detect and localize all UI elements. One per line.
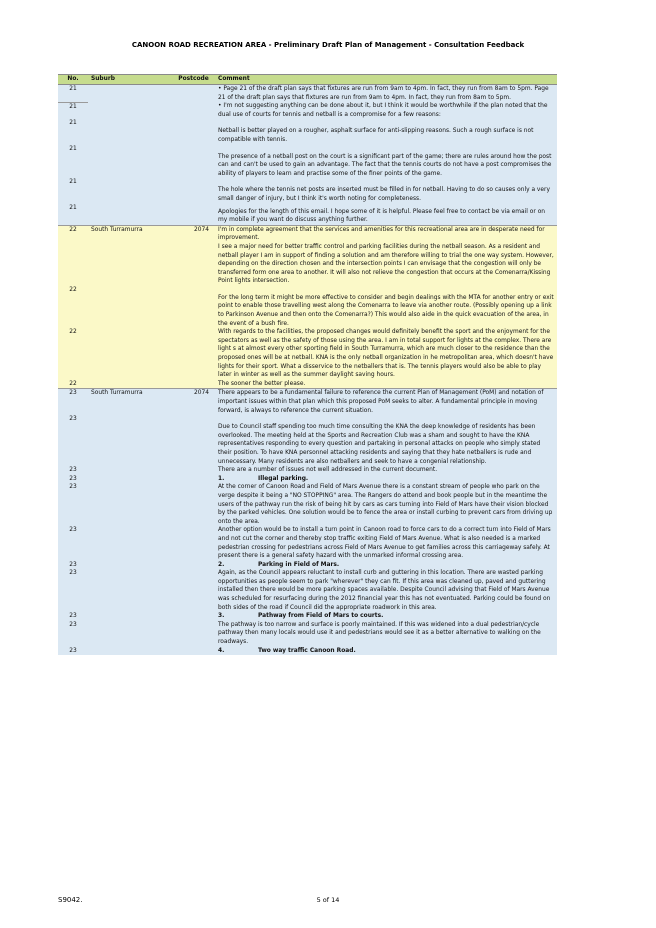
table-row (58, 475, 557, 484)
row-suburb (88, 466, 172, 475)
heading-text: Illegal parking. (258, 475, 309, 482)
row-comment (215, 475, 557, 484)
row-comment (215, 621, 557, 647)
row-postcode (172, 102, 215, 119)
row-suburb (88, 561, 172, 570)
row-number: 23 (58, 647, 88, 656)
row-postcode (172, 119, 215, 144)
row-number: 23 (58, 415, 88, 466)
row-suburb (88, 647, 172, 656)
column-header-comment: Comment (215, 75, 557, 85)
row-number: 23 (58, 483, 88, 526)
table-row (58, 243, 557, 286)
row-suburb (88, 243, 172, 286)
row-comment (215, 380, 557, 389)
comment-text: Apologies for the length of this email. I hope some of it is helpful. Please feel free to contact be via email or on my mobile if you want do discuss anything further. (218, 208, 546, 224)
heading-text: Two way traffic Canoon Road. (258, 647, 356, 654)
row-number: 22 (58, 286, 88, 328)
row-suburb: South Turramurra (88, 225, 172, 243)
row-suburb (88, 569, 172, 612)
row-suburb (88, 380, 172, 389)
row-suburb (88, 85, 172, 103)
row-comment (215, 561, 557, 570)
heading-text: Parking in Field of Mars. (258, 561, 340, 568)
feedback-table (58, 74, 557, 655)
row-suburb (88, 328, 172, 380)
document-title: CANOON ROAD RECREATION AREA - Preliminary Draft Plan of Management - Consultation Feedback (131, 41, 525, 49)
row-comment (215, 102, 557, 119)
row-comment (215, 466, 557, 475)
column-header-postcode: Postcode (172, 75, 215, 85)
row-number: 23 (58, 561, 88, 570)
comment-text: With regards to the facilities, the proposed changes would definitely benefit the sport and the enjoyment for the spectators as well as the safety of those using the area. I am in total support for lights at the complex. There are light s at almost every other sporting field in South Turramurra, which are much closer to the residence than the proposed ones will be at netball. KNA is the only netball organization in he metropolitan area, which doesn't have lights for their sport. What a disservice to the netballers that is. The tennis players would also be able to play later in winter as well as the summer daylight saving hours. (218, 329, 554, 379)
row-suburb (88, 204, 172, 226)
comment-text: • I'm not suggesting anything can be done about it, but I think it would be worthwhile if the plan noted that the dual use of courts for tennis and netball is a compromise for a few reasons: (218, 103, 548, 118)
comment-text: Another option would be to install a turn point in Canoon road to force cars to do a correct turn into Field of Mars and not cut the corner and thereby stop traffic exiting Field of Mars Avenue. What is also needed is a marked pedestrian crossing for pedestrians across Field of Mars Avenue to get families across this carriageway safely. At present there is a general safety hazard with the unmarked informal crossing area. (218, 527, 551, 560)
row-postcode (172, 380, 215, 389)
row-comment (215, 569, 557, 612)
table-row (58, 561, 557, 570)
table-row (58, 119, 557, 144)
comment-text: The sooner the better please. (218, 380, 306, 387)
row-number: 23 (58, 621, 88, 647)
row-comment (215, 647, 557, 656)
comment-text: For the long term it might be more effective to consider and begin dealings with the MTA for another entry or exit point to enable those travelling west along the Comenarra to leave via another route. (Possibly opening up a link to Parkinson Avenue and then onto the Comenarra?) This would also aide in the quick evacuation of the area, in the event of a bush fire. (218, 294, 554, 327)
comment-text: There appears to be a fundamental failure to reference the current Plan of Management (PoM) and notation of important issues within that plan which this proposed PoM seeks to alter. A fundamental principle in moving forward, is always to reference the current situation. (218, 390, 544, 414)
table-row (58, 621, 557, 647)
row-comment (215, 526, 557, 560)
row-postcode (172, 483, 215, 526)
table-row (58, 415, 557, 466)
table-row (58, 647, 557, 656)
heading-number: 4. (218, 647, 225, 654)
row-comment (215, 204, 557, 226)
row-number: 22 (58, 328, 88, 380)
row-comment (215, 612, 557, 621)
row-comment (215, 119, 557, 144)
row-number (58, 243, 88, 286)
table-row (58, 389, 557, 415)
table-header-row (58, 75, 557, 85)
row-postcode (172, 204, 215, 226)
row-comment (215, 85, 557, 103)
row-number: 23 (58, 526, 88, 560)
row-postcode (172, 647, 215, 656)
row-number: 21 (58, 145, 88, 179)
comment-text: The pathway is too narrow and surface is poorly maintained. If this was widened into a dual pedestrian/cycle pathway then many locals would use it and pedestrians would see it as a better alternative to walking on the roadways. (218, 621, 541, 646)
row-comment (215, 145, 557, 179)
row-suburb (88, 415, 172, 466)
document-reference: S9042. (58, 896, 83, 904)
row-postcode (172, 466, 215, 475)
row-suburb (88, 483, 172, 526)
row-postcode (172, 415, 215, 466)
comment-text: Netball is better played on a rougher, asphalt surface for anti-slipping reasons. Such a rough surface is not compatible with tennis. (218, 128, 534, 143)
page-number: 5 of 14 (316, 896, 340, 904)
table-row (58, 85, 557, 103)
row-number: 23 (58, 389, 88, 415)
row-suburb: South Turramurra (88, 389, 172, 415)
row-number: 21 (58, 119, 88, 144)
row-comment (215, 415, 557, 466)
comment-text: I see a major need for better traffic control and parking facilities during the netball season. As a resident and netball player I am in support of finding a solution and am therefore willing to trial the one way system. However, depending on the direction chosen and the intersection points I can envisage that the congestion will only be transferred form one area to another. It will also not relieve the congestion that occurs at the Comenarra/Kissing Point lights intersection. (218, 243, 554, 285)
table-row (58, 178, 557, 203)
row-postcode (172, 526, 215, 560)
table-row (58, 225, 557, 243)
table-body (58, 85, 557, 656)
row-postcode (172, 145, 215, 179)
row-suburb (88, 612, 172, 621)
column-header-no: No. (58, 75, 88, 85)
row-postcode (172, 286, 215, 328)
row-comment (215, 225, 557, 243)
table-row (58, 204, 557, 226)
comment-text: Due to Council staff spending too much time consulting the KNA the deep knowledge of residents has been overlooked. The meeting held at the Sports and Recreation Club was a sham and sought to have the KNA representatives responding to every question and partaking in personal attacks on people who simply stated their position. To have KNA personnel attacking residents and saying that they hate netballers is rude and unnecessary. Many residents are also netballers and seek to have a congenial relationship. (218, 424, 541, 465)
row-postcode (172, 178, 215, 203)
table-row (58, 483, 557, 526)
row-suburb (88, 119, 172, 144)
row-comment (215, 483, 557, 526)
row-postcode: 2074 (172, 389, 215, 415)
row-comment (215, 178, 557, 203)
row-number: 23 (58, 466, 88, 475)
table-row (58, 526, 557, 560)
row-postcode (172, 243, 215, 286)
row-suburb (88, 286, 172, 328)
row-suburb (88, 145, 172, 179)
row-suburb (88, 475, 172, 484)
comment-text: There are a number of issues not well addressed in the current document. (218, 467, 438, 474)
table-row (58, 569, 557, 612)
row-comment (215, 389, 557, 415)
heading-number: 2. (218, 561, 225, 568)
table-row (58, 612, 557, 621)
table-row (58, 466, 557, 475)
heading-text: Pathway from Field of Mars to courts. (258, 613, 384, 620)
comment-text: • Page 21 of the draft plan says that fixtures are run from 9am to 4pm. In fact, they run from 8am to 5pm. Page 21 of the draft plan says that fixtures are run from 9am to 4pm. In fact, they run from 8am to 5pm. (218, 86, 549, 101)
row-suburb (88, 526, 172, 560)
table-row (58, 328, 557, 380)
row-number: 23 (58, 475, 88, 484)
row-number: 21 (58, 178, 88, 203)
row-suburb (88, 102, 172, 119)
comment-text: I'm in complete agreement that the services and amenities for this recreational area are in desperate need for improvement. (218, 226, 545, 242)
row-postcode: 2074 (172, 225, 215, 243)
table-row (58, 145, 557, 179)
row-number: 21 (58, 85, 88, 103)
heading-number: 3. (218, 613, 225, 620)
row-postcode (172, 569, 215, 612)
row-suburb (88, 178, 172, 203)
row-number: 21 (58, 204, 88, 226)
column-header-suburb: Suburb (88, 75, 172, 85)
row-postcode (172, 612, 215, 621)
comment-text: The hole where the tennis net posts are inserted must be filled in for netball. Having to do so causes only a very small danger of injury, but I think it's worth noting for completeness. (218, 187, 550, 202)
row-postcode (172, 621, 215, 647)
comment-text: Again, as the Council appears reluctant to install curb and guttering in this location. There are wasted parking opportunities as people seem to park "wherever" they can fit. If this area was cleaned up, paved and guttering installed then there would be more parking spaces available. Despite Council advising that Field of Mars Avenue was scheduled for resurfacing during the 2012 financial year this has not eventuated. Parking could be found on both sides of the road if Council did the appropriate roadwork in this area. (218, 570, 551, 611)
row-number: 21 (58, 102, 88, 119)
comment-text: The presence of a netball post on the court is a significant part of the game; there are rules around how the post can and can't be used to gain an advantage. The fact that the tennis courts do not have a post compromises the ability of players to learn and practise some of the finer points of the game. (218, 153, 552, 177)
row-comment (215, 286, 557, 328)
row-postcode (172, 85, 215, 103)
row-number: 22 (58, 380, 88, 389)
heading-number: 1. (218, 475, 225, 482)
row-comment (215, 328, 557, 380)
row-number: 23 (58, 569, 88, 612)
row-number: 22 (58, 225, 88, 243)
row-comment (215, 243, 557, 286)
table-row (58, 286, 557, 328)
table-row (58, 380, 557, 389)
row-postcode (172, 328, 215, 380)
row-suburb (88, 621, 172, 647)
row-postcode (172, 561, 215, 570)
row-number: 23 (58, 612, 88, 621)
comment-text: At the corner of Canoon Road and Field of Mars Avenue there is a constant stream of people who park on the verge despite it being a "NO STOPPING" area. The Rangers do attend and book people but in the meantime the users of the pathway run the risk of being hit by cars as cars turning into Field of Mars have their vision blocked by the parked vehicles. One solution would be to fence the area or install curbing to prevent cars from driving up onto the area. (218, 484, 553, 525)
row-postcode (172, 475, 215, 484)
table-row (58, 102, 557, 119)
